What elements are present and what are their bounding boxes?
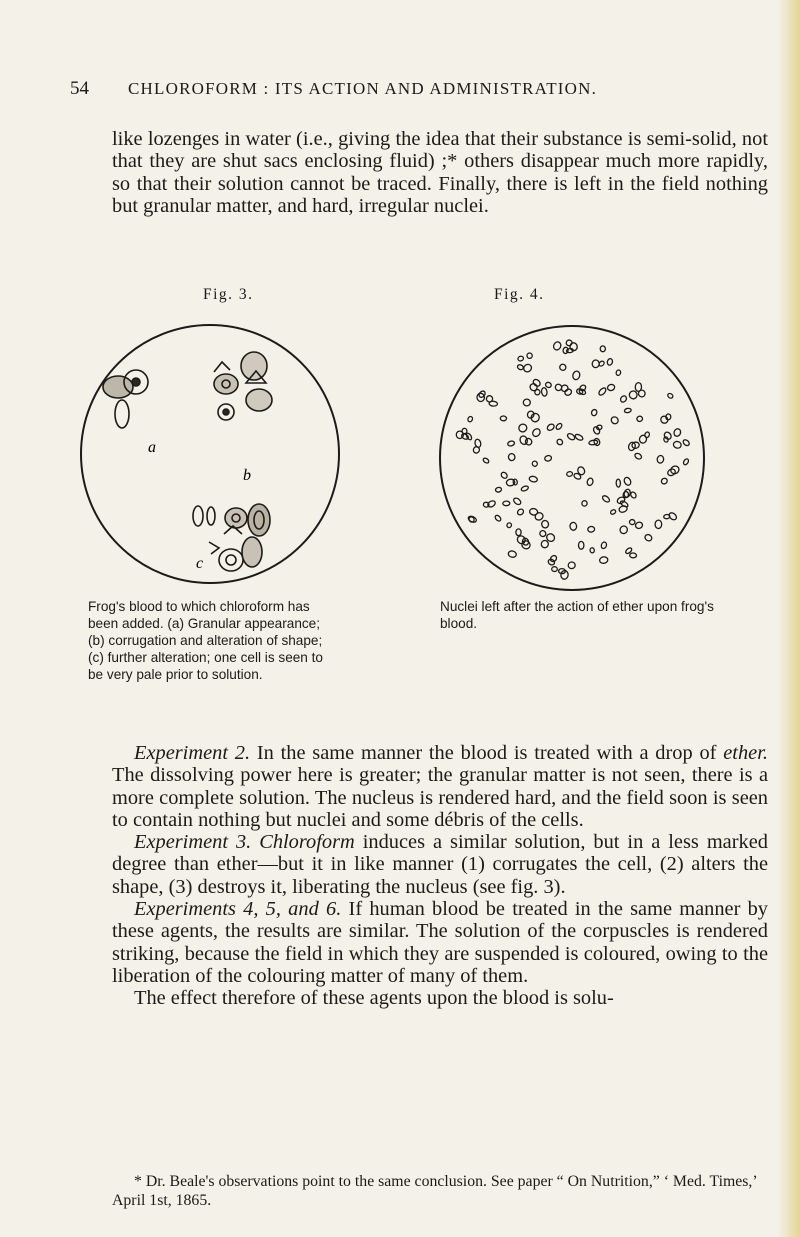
nucleus [578, 541, 584, 549]
nucleus [500, 471, 508, 479]
nucleus [607, 384, 616, 392]
nucleus [582, 501, 587, 507]
nucleus [556, 438, 564, 446]
nucleus [572, 370, 581, 380]
nucleus [639, 435, 648, 444]
nucleus [467, 515, 477, 523]
nucleus [598, 360, 605, 367]
fig3-label: Fig. 3. [203, 286, 254, 303]
nucleus [512, 497, 522, 506]
nucleus [634, 452, 643, 460]
nucleus [589, 440, 598, 446]
nucleus [591, 409, 598, 417]
nucleus [596, 424, 603, 430]
nucleus [619, 395, 627, 404]
nucleus [682, 439, 690, 447]
nucleus [508, 550, 517, 558]
experiment-2-text-before: In the same manner the blood is treated with a drop of [256, 742, 717, 764]
nucleus [573, 472, 582, 480]
nucleus [616, 479, 620, 487]
page-number: 54 [70, 78, 89, 99]
nucleus [619, 525, 629, 535]
nucleus [541, 520, 549, 528]
nucleus [568, 562, 576, 569]
nucleus [636, 416, 643, 422]
nucleus [566, 432, 575, 441]
nucleus [531, 460, 538, 467]
nucleus [541, 387, 548, 396]
fig4-label: Fig. 4. [494, 286, 545, 303]
nucleus [508, 453, 516, 461]
nucleus [552, 567, 558, 572]
nucleus [565, 339, 573, 347]
nucleus [521, 485, 529, 492]
nucleus [616, 369, 622, 375]
experiment-3-paragraph [112, 831, 768, 898]
footnote [112, 1173, 768, 1210]
nucleus [563, 347, 569, 354]
closing-paragraph: The effect therefore of these agents upon the blood is solu- [134, 987, 614, 1010]
nucleus [660, 477, 668, 485]
nucleus [529, 476, 538, 483]
intro-paragraph-text: like lozenges in water (i.e., giving the idea that their substance is semi-solid, not that they are shut sacs enclosing fluid) ;* others disappear much more rapidly, so that their solution cannot be traced. Finally, there is left in the field nothing but granular matter, and hard, irregular nuclei. [112, 128, 768, 217]
nucleus [601, 495, 610, 504]
experiments-4-6-paragraph [112, 898, 768, 987]
nucleus [610, 415, 620, 425]
nucleus [656, 455, 664, 464]
nucleus [566, 471, 573, 477]
nucleus [644, 431, 650, 438]
running-header [70, 78, 750, 100]
nucleus [668, 511, 678, 521]
nucleus [624, 408, 631, 413]
nucleus [503, 501, 510, 506]
nucleus [544, 455, 552, 462]
nucleus [600, 346, 606, 352]
nucleus [623, 476, 632, 486]
experiments-section [112, 742, 768, 1010]
nucleus [570, 522, 577, 530]
nucleus [644, 533, 653, 542]
nucleus [586, 477, 593, 486]
nucleus [629, 519, 636, 525]
nucleus [467, 416, 473, 423]
nucleus [539, 529, 547, 537]
nucleus [529, 382, 539, 392]
nucleus [592, 360, 599, 368]
nucleus [607, 358, 614, 366]
nucleus [564, 388, 573, 396]
nucleus [534, 511, 544, 521]
nucleus [549, 554, 557, 562]
nucleus [659, 415, 669, 425]
footnote-text: * Dr. Beale's observations point to the same conclusion. See paper “ On Nutrition,” ‘ Med. Times,’ April 1st, 1865. [112, 1173, 757, 1209]
nucleus [495, 487, 502, 493]
fig3-letter-b: b [243, 467, 251, 484]
nucleus [541, 540, 549, 548]
experiments-4-6-text: If human blood be treated in the same manner by these agents, the results are similar. The solution of the corpuscles is rendered striking, because the field in which they are suspended is coloured, owing to the liberation of the colouring matter of many of them. [112, 898, 768, 987]
running-title: CHLOROFORM : ITS ACTION AND ADMINISTRATION. [128, 79, 598, 98]
nucleus [546, 423, 555, 432]
experiments-4-6-heading: Experiments 4, 5, and 6. [134, 898, 342, 921]
nucleus [487, 500, 497, 509]
experiment-3-text: induces a similar solution, but in a less marked degree than ether—but it in like manner (1) corrugates the cell, (2) alters the shape, (3) destroys it, liberating the nucleus (see fig. 3). [112, 831, 768, 898]
nucleus [516, 508, 524, 516]
nucleus [516, 529, 521, 536]
nucleus [552, 341, 562, 351]
experiment-3-heading: Experiment 3. [134, 831, 252, 854]
fig4-illustration [434, 312, 710, 608]
page-edge-stain [778, 0, 800, 1237]
nucleus [587, 526, 594, 532]
experiment-2-text-after: The dissolving power here is greater; the granular matter is not seen, there is a more complete solution. The nucleus is rendered hard, and the field soon is seen to contain nothing but nuclei and some débris of the cells. [112, 764, 768, 831]
nucleus [673, 428, 682, 437]
nucleus [534, 389, 541, 396]
nucleus [682, 458, 689, 466]
nucleus [560, 570, 568, 579]
nucleus [506, 522, 512, 528]
nucleus [590, 547, 595, 553]
fig3-caption: Frog's blood to which chloroform has been added. (a) Granular appearance; (b) corrugation and alteration of shape; (c) further alteration; one cell is seen to be very pale prior to solution. [88, 599, 323, 682]
experiment-2-heading: Experiment 2. [134, 742, 251, 764]
nucleus [667, 392, 674, 399]
fig4-caption: Nuclei left after the action of ether upon frog's blood. [440, 599, 714, 631]
nucleus [500, 416, 506, 421]
nucleus [629, 390, 638, 399]
nucleus [630, 553, 637, 558]
fig3-letter-a: a [148, 439, 156, 456]
fig3-blood-cells [103, 352, 272, 571]
nucleus [529, 508, 538, 516]
nucleus [635, 521, 644, 529]
experiment-2-agent: ether. [723, 742, 768, 764]
experiment-2-paragraph [112, 742, 768, 831]
nucleus [517, 356, 524, 362]
fig3-illustration [76, 312, 346, 596]
nucleus [507, 440, 515, 446]
fig3-letter-c: c [196, 555, 204, 572]
intro-paragraph [112, 128, 768, 217]
nucleus [531, 427, 541, 438]
experiment-3-agent: Chloroform [259, 831, 355, 854]
nucleus [655, 520, 662, 529]
nucleus [482, 457, 489, 464]
nucleus [558, 363, 567, 372]
nucleus [599, 556, 608, 564]
nucleus [673, 441, 682, 449]
nucleus [462, 428, 468, 434]
nucleus [526, 352, 532, 359]
nucleus [598, 387, 608, 397]
nucleus [530, 412, 540, 423]
nucleus [555, 422, 563, 430]
fig4-nuclei [456, 339, 691, 580]
nucleus [600, 541, 607, 549]
nucleus [663, 436, 668, 442]
nucleus [517, 364, 524, 371]
nucleus [518, 423, 528, 433]
nucleus [545, 381, 552, 388]
nucleus [574, 433, 584, 441]
nucleus [478, 390, 487, 399]
nucleus [610, 509, 617, 515]
nucleus [494, 514, 502, 522]
nucleus [523, 399, 530, 406]
nucleus [635, 382, 642, 391]
